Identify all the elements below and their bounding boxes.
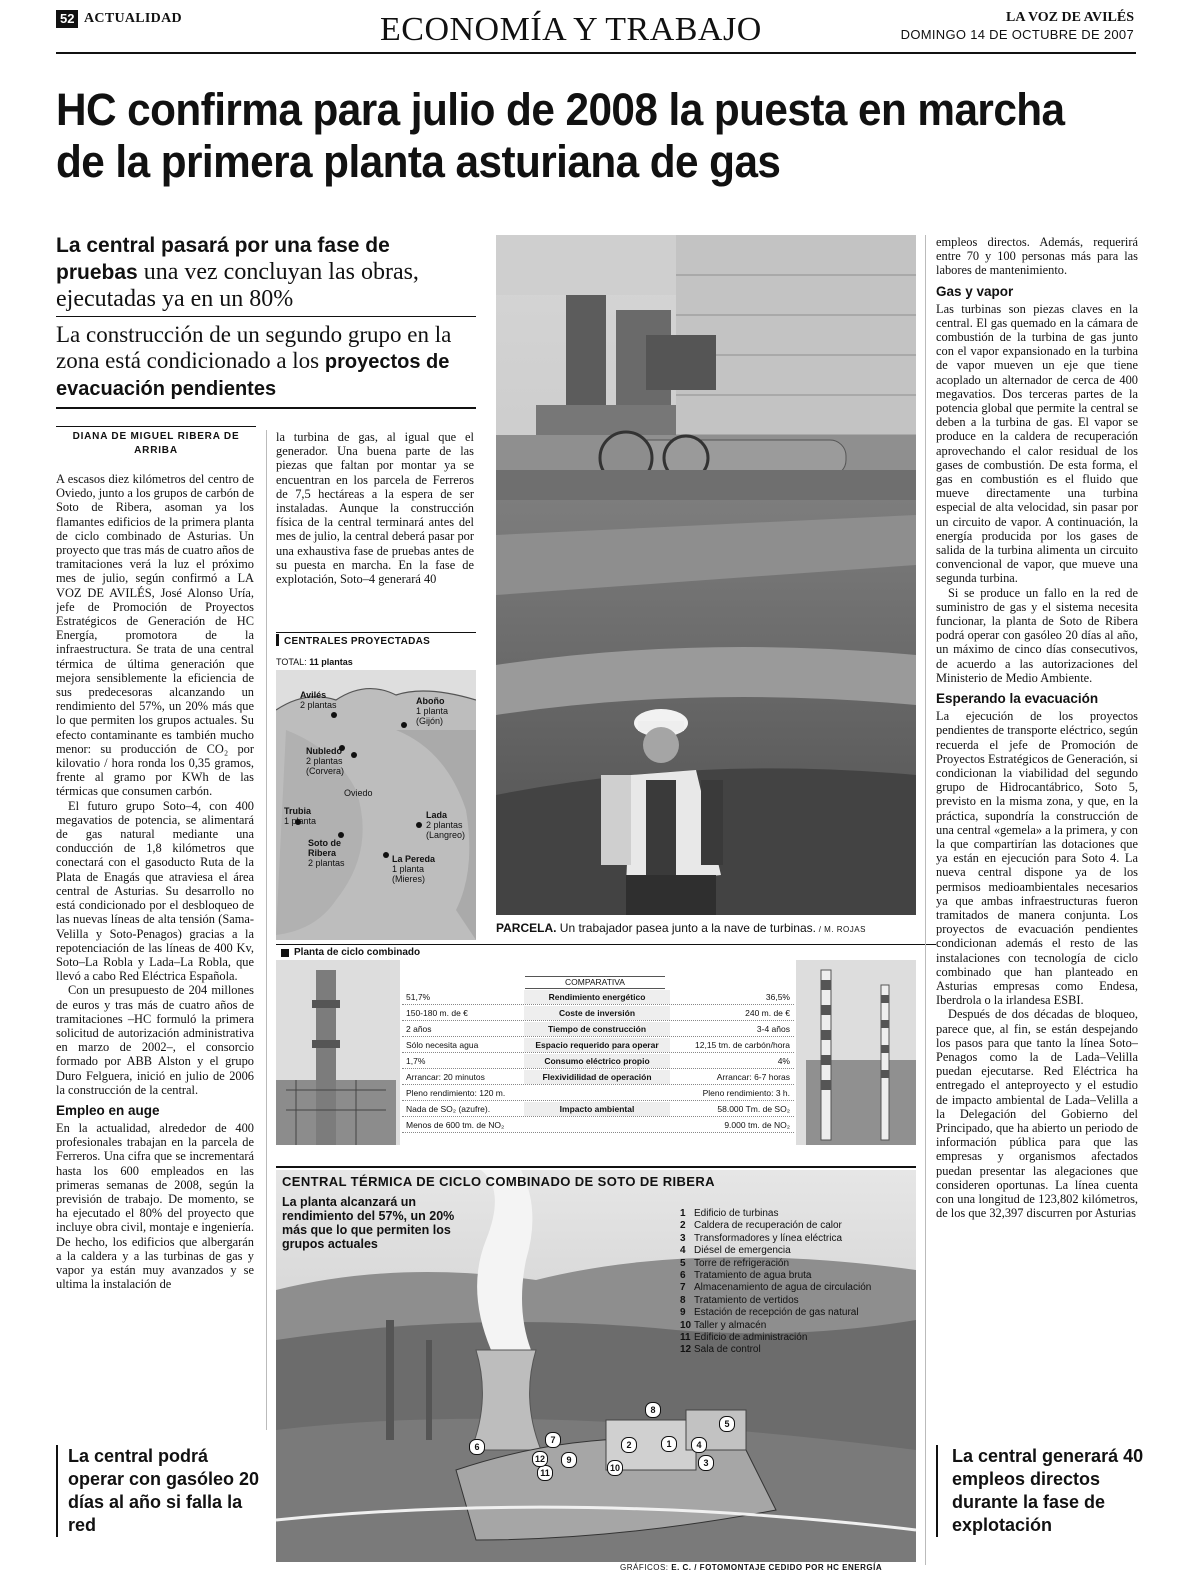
column-divider (925, 235, 926, 1565)
legend-item (680, 1270, 871, 1282)
legend-number: 2 (680, 1220, 686, 1232)
place-detail: 1 planta (Mieres) (392, 864, 425, 884)
legend-item (680, 1208, 871, 1220)
legend-number: 1 (680, 1208, 686, 1219)
legend-number: 6 (680, 1270, 686, 1282)
map-label-aviles (300, 690, 337, 710)
legend-item (680, 1344, 871, 1356)
article-column-1 (56, 472, 254, 1422)
legend-item (680, 1245, 871, 1257)
column-divider (266, 430, 267, 1430)
article-column-3 (936, 235, 1138, 1515)
table-marker (281, 949, 289, 957)
row-value-combined: Pleno rendimiento: 120 m. (406, 1088, 506, 1098)
comparison-row (402, 1054, 794, 1069)
row-value-coal: 12,15 tm. de carbón/hora (695, 1040, 790, 1050)
graphics-credit (620, 1563, 882, 1573)
deck-secondary-bold: proyectos de evacuación pendientes (56, 351, 450, 400)
map-total-label: TOTAL: (276, 657, 310, 667)
row-value-combined: 2 años (406, 1024, 432, 1034)
caption-keyword: PARCELA. (496, 921, 557, 935)
legend-number: 4 (680, 1245, 686, 1257)
legend-text: Estación de recepción de gas natural (694, 1307, 859, 1319)
legend-number: 5 (680, 1257, 686, 1269)
construction-photo (496, 235, 916, 915)
page-number: 52 (56, 10, 78, 28)
legend-text: Taller y almacén (694, 1319, 767, 1331)
caption-text: Un trabajador pasea junto a la nave de turbinas. (556, 921, 816, 935)
marker-1: 1 (661, 1436, 677, 1452)
row-value-combined: 1,7% (406, 1056, 426, 1066)
paragraph: Las turbinas son piezas claves en la central. El gas quemado en la cámara de combustión de la turbina de gas junto con el vapor expansionado en la turbina de vapor mueven un eje que tiene acoplado un alternador de cerca de 400 megavatios. Dos terceras partes de la potencia global que permite la central se deben a la turbina de gas. El vapor se produce en la caldera de recuperación aprovechando el calor residual de los gases de combustión. De esta forma, el gas en combustión es el fluido que mueve directamente una turbina especial de alta velocidad, sin pasar por un circuito de vapor. A continuación, la energía producida por los gases de salida de la turbina alimenta un circuito convencional de vapor, que mueve una segunda turbina. (936, 301, 1138, 586)
legend-number: 7 (680, 1282, 686, 1294)
marker-10: 10 (607, 1460, 623, 1476)
article-column-2 (276, 430, 474, 608)
legend-text: Almacenamiento de agua de circulación (694, 1282, 872, 1294)
place-name: Avilés (300, 690, 327, 700)
row-value-combined: Sólo necesita agua (406, 1040, 479, 1050)
row-label: Tiempo de construcción (524, 1022, 670, 1036)
newspaper-name: LA VOZ DE AVILÉS (1006, 10, 1134, 25)
row-value-coal: 4% (777, 1056, 790, 1066)
deck-divider-bottom (56, 407, 476, 409)
table-title: Planta de ciclo combinado (294, 947, 421, 958)
place-detail: 1 planta (284, 816, 317, 826)
comparison-row (402, 1006, 794, 1021)
photo-credit: / M. ROJAS (815, 925, 866, 934)
row-label: Espacio requerido para operar (524, 1038, 670, 1052)
deck-primary-rest: una vez concluyan las obras, ejecutadas ya en un 80% (56, 259, 419, 312)
row-label: Rendimiento energético (524, 990, 670, 1004)
paragraph: La ejecución de los proyectos pendientes de transporte eléctrico, según recuerda el jefe de Promoción de Proyectos Estratégicos de Generación, si condicionan la viabilidad del segundo grupo de Hidrocantábrico, Soto 5, previsto en la misma zona, y que, en la práctica, supondría la construcción de una central «gemela» a la primera, y con la que compartirían las dotaciones que ya están en ejecución para Soto 4. La nueva central dispone ya de los permisos medioambientales necesarios ya que ambas infraestructuras fueron tramitados de manera conjunta. Los proyectos de evacuación pendientes condicionan además el resto de las instalaciones con tecnología de ciclo combinado que han planteado en Asturias empresas como Endesa, Iberdrola o la irlandesa ESBI. (936, 709, 1138, 1008)
row-label: Flexividilidad de operación (524, 1070, 670, 1084)
row-value-combined: Menos de 600 tm. de NO₂ (406, 1120, 505, 1130)
legend-text: Edificio de turbinas (694, 1208, 779, 1219)
marker-8: 8 (645, 1402, 661, 1418)
marker-7: 7 (545, 1432, 561, 1448)
byline: DIANA DE MIGUEL RIBERA DE ARRIBA (72, 431, 240, 456)
place-name: Soto de Ribera (308, 838, 341, 858)
legend-text: Transformadores y línea eléctrica (694, 1232, 843, 1244)
place-detail: 2 plantas (Langreo) (426, 820, 466, 840)
comparison-row (402, 990, 794, 1005)
row-label: Impacto ambiental (524, 1102, 670, 1116)
row-value-combined: 51,7% (406, 992, 431, 1002)
legend-item (680, 1332, 871, 1344)
diagram-title: CENTRAL TÉRMICA DE CICLO COMBINADO DE SOTO DE RIBERA (282, 1174, 715, 1189)
photo-caption (496, 920, 936, 938)
byline-rule (56, 426, 256, 427)
row-value-coal: 36,5% (765, 992, 790, 1002)
row-value-coal: 3-4 años (756, 1024, 790, 1034)
paragraph: empleos directos. Además, requerirá entre 70 y 100 personas más para las labores de mantenimiento. (936, 235, 1138, 278)
legend-text: Tratamiento de vertidos (694, 1294, 799, 1306)
map-label-lada (426, 810, 476, 840)
row-label: Coste de inversión (524, 1006, 670, 1020)
map-label-nubledo (306, 746, 356, 776)
legend-number: 8 (680, 1294, 686, 1306)
legend-number: 12 (680, 1344, 692, 1356)
place-name: Aboño (416, 696, 445, 706)
row-value-coal: Arrancar: 6-7 horas (716, 1072, 790, 1082)
marker-11: 11 (537, 1465, 553, 1481)
place-name: La Pereda (392, 854, 436, 864)
map-total (276, 656, 353, 668)
place-name: Trubia (284, 806, 312, 816)
comparison-header: COMPARATIVA (525, 976, 665, 989)
headline: HC confirma para julio de 2008 la puesta en marcha de la primera planta asturiana de gas (56, 84, 1065, 187)
paragraph: En la actualidad, alrededor de 400 profesionales trabajan en la parcela de Ferreros. Una cifra que se incrementará hasta los 600 empleados en las primeras semanas de 2008, según la previsión de trabajo. De momento, se ha ejecutado el 80% del proyecto que incluye obra civil, montaje e ingeniería. De hecho, los edificios que albergarán a la caldera y a las turbinas de gas y vapor ya están muy avanzados y se ultima la instalación de (56, 1120, 254, 1292)
row-value-coal: 9.000 tm. de NO₂ (724, 1120, 790, 1130)
marker-9: 9 (561, 1452, 577, 1468)
map-marker (276, 634, 279, 646)
row-value-combined: Nada de SO₂ (azufre). (406, 1104, 491, 1114)
legend-text: Caldera de recuperación de calor (694, 1220, 842, 1232)
comparison-row (402, 1038, 794, 1053)
section-label: ACTUALIDAD (84, 11, 182, 26)
paragraph: la turbina de gas, al igual que el generador. Una buena parte de las piezas que faltan por montar ya se encuentran en los parcela de Ferreros de 7,5 hectáreas a la espera de ser instaladas. Aunque la construcción física de la central terminará antes del mes de julio, la central deberá pasar por una exhaustiva fase de pruebas antes de su puesta en marcha. En la fase de explotación, Soto–4 generará 40 (276, 430, 474, 587)
deck-primary (56, 232, 466, 312)
legend-item (680, 1282, 871, 1294)
paragraph: Si se produce un fallo en la red de suministro de gas y el sistema necesita funcionar, la planta de Soto de Ribera podrá operar con gasóleo 20 días al año, un máximo de cinco días consecutivos, de acuerdo a las autorizaciones del Ministerio de Medio Ambiente. (936, 585, 1138, 685)
row-value-combined: 150-180 m. de € (406, 1008, 468, 1018)
place-name: Oviedo (344, 788, 373, 798)
paragraph: A escasos diez kilómetros del centro de Oviedo, junto a los grupos de carbón de Soto de Ribera, asoman ya los flamantes edificios de la primera planta de ciclo combinado de Asturias. Un proyecto que tras más de cuatro años de tramitaciones verá la luz el próximo mes de julio, según confirmó a LA VOZ DE AVILÉS, José Alonso Uría, jefe de Promoción de Proyectos Estratégicos de Generación de HC Energía, promotora de la infraestructura. Se trata de una central térmica de última generación que mejora sensiblemente la eficiencia de sus predecesoras alcanzando un rendimiento del 57%, un 20% más que lo que permiten los grupos actuales. Su efecto contaminante es también mucho menor: su producción de CO₂ por kilovatio / hora ronda los 0,35 gramos, frente al gramo por KWh de las térmicas que consumen carbón. (56, 472, 254, 799)
deck-primary-bold: La central pasará por una fase de pruebas (56, 234, 390, 284)
photo-illustration (496, 235, 916, 915)
row-value-coal: 58.000 Tm. de SO₂ (717, 1104, 790, 1114)
row-value-combined: Arrancar: 20 minutos (406, 1072, 485, 1082)
comparison-row (402, 1070, 794, 1085)
legend-item (680, 1295, 871, 1307)
legend-text: Sala de control (694, 1344, 761, 1356)
marker-2: 2 (621, 1437, 637, 1453)
comparison-row (402, 1022, 794, 1037)
paragraph: El futuro grupo Soto–4, con 400 megavatios de potencia, se alimentará de gas natural mediante una conducción de 1,8 kilómetros que conectará con el gasoducto Ruta de la Plata de Enagás que atraviesa el área central de Asturias. Su desarrollo no está condicionado por el desbloqueo de las nuevas líneas de alta tensión (Sama-Velilla y Soto-Penagos) gracias a la repotenciación de las líneas de 400 Kv, Soto–La Robla y Lada–La Robla, que llevó a cabo Red Eléctrica Española. (56, 798, 254, 984)
comparison-row (402, 1086, 794, 1101)
marker-4: 4 (691, 1437, 707, 1453)
deck-secondary-plain: La construcción de un segundo grupo en la zona está condicionado a los (56, 322, 452, 373)
marker-3: 3 (698, 1455, 714, 1471)
comparison-row (402, 1118, 794, 1133)
legend-item (680, 1233, 871, 1245)
map-label-pereda (392, 854, 442, 884)
row-label: Consumo eléctrico propio (524, 1054, 670, 1068)
legend-number: 10 (680, 1319, 692, 1331)
place-detail: 1 planta (Gijón) (416, 706, 449, 726)
marker-12: 12 (532, 1451, 548, 1467)
deck-secondary (56, 322, 476, 402)
map-label-abono (416, 696, 476, 726)
legend-item (680, 1220, 871, 1232)
diagram-top-rule (276, 1166, 916, 1168)
pull-quote-right: La central generará 40 empleos directos durante la fase de explotación (936, 1445, 1152, 1537)
legend-number: 11 (680, 1332, 691, 1344)
legend-text: Tratamiento de agua bruta (694, 1270, 812, 1282)
pull-quote-left: La central podrá operar con gasóleo 20 días al año si falla la red (56, 1445, 268, 1537)
comparison-row (402, 1102, 794, 1117)
map-title: CENTRALES PROYECTADAS (284, 636, 431, 647)
graphics-credit-text: E. C. / FOTOMONTAJE CEDIDO POR HC ENERGÍA (671, 1563, 883, 1572)
diagram-legend (680, 1208, 871, 1357)
rubric-title: ECONOMÍA Y TRABAJO (380, 11, 762, 48)
table-top-rule (276, 944, 936, 945)
place-detail: 2 plantas (Corvera) (306, 756, 345, 776)
deck-divider (56, 316, 476, 317)
map-label-trubia (284, 806, 324, 826)
header-rule (56, 52, 1136, 54)
legend-number: 3 (680, 1232, 686, 1244)
marker-6: 6 (469, 1439, 485, 1455)
legend-text: Torre de refrigeración (694, 1257, 790, 1269)
map-label-oviedo (344, 788, 373, 798)
legend-text: Edificio de administración (694, 1332, 808, 1344)
subhead-gas-vapor: Gas y vapor (936, 283, 1014, 299)
legend-item (680, 1307, 871, 1319)
legend-text: Diésel de emergencia (694, 1245, 791, 1257)
map-label-soto (308, 838, 350, 868)
place-detail: 2 plantas (308, 858, 345, 868)
issue-date: DOMINGO 14 DE OCTUBRE DE 2007 (900, 27, 1134, 42)
marker-5: 5 (719, 1416, 735, 1432)
diagram-subtitle: La planta alcanzará un rendimiento del 57%, un 20% más que lo que permiten los grupos actuales (282, 1195, 455, 1251)
legend-item (680, 1320, 871, 1332)
row-value-coal: 240 m. de € (745, 1008, 790, 1018)
row-value-coal: Pleno rendimiento: 3 h. (702, 1088, 790, 1098)
legend-item (680, 1258, 871, 1270)
map-top-rule (276, 632, 476, 633)
place-name: Nubledo (306, 746, 342, 756)
map-total-value: 11 plantas (309, 657, 353, 667)
place-detail: 2 plantas (300, 700, 337, 710)
graphics-credit-label: GRÁFICOS: (620, 1563, 672, 1572)
subhead-empleo: Empleo en auge (56, 1102, 160, 1118)
legend-number: 9 (680, 1307, 686, 1319)
paragraph: Después de dos décadas de bloqueo, parece que, al fin, se están despejando los pasos para que tanto la línea Soto–Penagos como la de Lada–Velilla puedan ejecutarse. Red Eléctrica ha entregado el anteproyecto y el estudio de impacto ambiental de Lada–Velilla a la Delegación del Gobierno del Principado, que ha abierto un periodo de información pública para que las empresas y organismos afectados puedan presentar las alegaciones que consideren oportunas. La línea cuenta con una longitud de 123,802 kilómetros, de los que 32,397 discurren por Asturias (936, 1007, 1138, 1221)
place-name: Lada (426, 810, 448, 820)
paragraph: Con un presupuesto de 204 millones de euros y tras más de cuatro años de tramitaciones –HC formuló la primera solicitud de autorización administrativa en marzo de 2002–, el consorcio formado por ABB Alston y el grupo Duro Felguera, inició en julio de 2006 la construcción de la central. (56, 983, 254, 1097)
subhead-evacuacion: Esperando la evacuación (936, 691, 1099, 707)
